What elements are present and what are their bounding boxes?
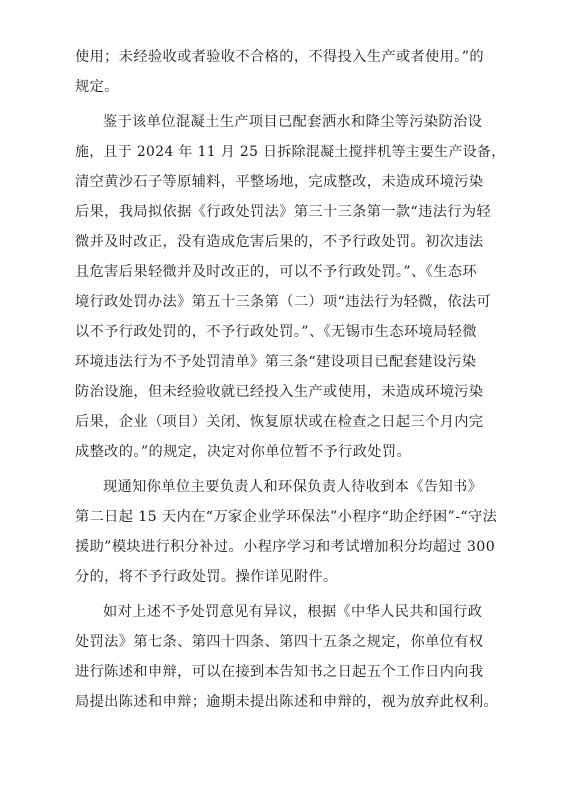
paragraph-first-line: 鉴于该单位混凝土生产项目已配套洒水和降尘等污染防治设 [103,114,483,130]
text-line: 分的，将不予行政处罚。操作详见附件。 [75,569,338,585]
text-line: 成整改的。”的规定，决定对你单位暂不予行政处罚。 [75,444,412,460]
text-line: 且危害后果轻微并及时改正的，可以不予行政处罚。”、《生态环 [75,264,477,280]
text-line: 使用；未经验收或者验收不合格的，不得投入生产或者使用。”的 [75,49,485,65]
text-line: 环境违法行为不予处罚清单》第三条“建设项目已配套建设污染 [75,354,477,370]
text-line: 微并及时改正，没有造成危害后果的，不予行政处罚。初次违法 [75,234,484,250]
text-line: 施，且于 2024 年 11 月 25 日拆除混凝土搅拌机等主要生产设备， [75,144,506,160]
text-line: 进行陈述和申辩，可以在接到本告知书之日起五个工作日内向我 [75,664,484,680]
text-line: 处罚法》第七条、第四十四条、第四十五条之规定，你单位有权 [75,634,484,650]
text-line: 境行政处罚办法》第五十三条第（二）项“违法行为轻微，依法可 [75,294,492,310]
text-line: 第二日起 15 天内在“万家企业学环保法”小程序“助企纾困”-“守法 [75,509,498,525]
text-line: 清空黄沙石子等原辅料，平整场地，完成整改，未造成环境污染 [75,174,484,190]
paragraph-first-line: 如对上述不予处罚意见有异议，根据《中华人民共和国行政 [103,604,483,620]
text-line: 援助”模块进行积分补过。小程序学习和考试增加积分均超过 300 [75,539,496,555]
text-line: 局提出陈述和申辩；逾期未提出陈述和申辩的，视为放弃此权利。 [75,694,499,710]
text-line: 后果，企业（项目）关闭、恢复原状或在检查之日起三个月内完 [75,414,484,430]
text-line: 后果，我局拟依据《行政处罚法》第三十三条第一款“违法行为轻 [75,204,492,220]
text-line: 防治设施，但未经验收就已经投入生产或使用，未造成环境污染 [75,384,484,400]
paragraph-first-line: 现通知你单位主要负责人和环保负责人待收到本《告知书》 [103,479,483,495]
text-line: 规定。 [75,79,119,95]
text-line: 以不予行政处罚的，不予行政处罚。”、《无锡市生态环境局轻微 [75,324,477,340]
